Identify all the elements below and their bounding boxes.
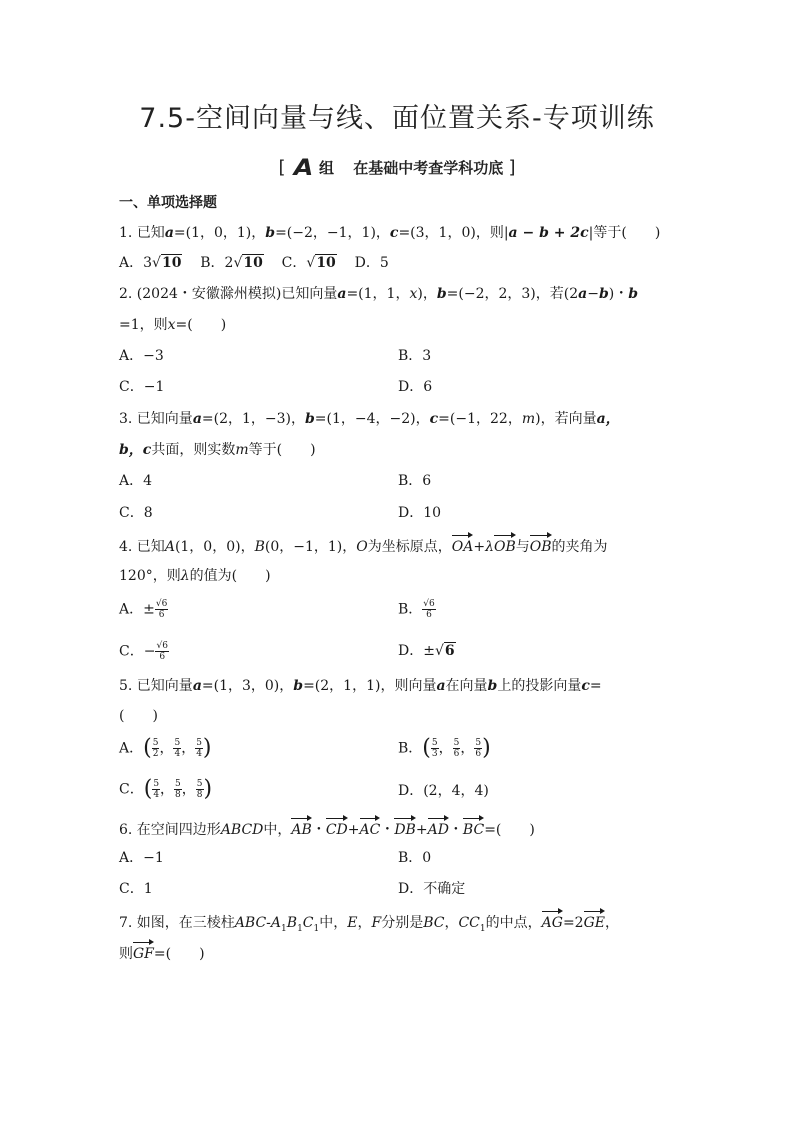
bracket-close: ] [508,157,516,178]
q1-vec-c: c [389,225,399,241]
q1-c-val: =(3，1，0)，则| [398,225,509,241]
q2-option-d[interactable]: D．6 [398,379,433,395]
question-3-line2: b，c共面，则实数m等于( ) [119,442,316,458]
group-text: 在基础中考查学科功底 [353,159,504,177]
q5-option-c[interactable]: C．( $\frac{5}{4}$ ， $\frac{5}{8}$ ， $\frac{5}{8}$ ) [119,776,213,802]
question-4: 4. 已知A(1，0，0)，B(0，−1，1)，O为坐标原点，OA+λOB与OB的夹角为 [119,535,608,557]
q3-option-a[interactable]: A．4 [119,473,153,489]
q1-b-val: =(−2，−1，1)， [275,225,390,241]
q5-option-d[interactable]: D．(2，4，4) [398,783,489,799]
sqrt-icon: √10 [152,255,182,271]
q2-option-a[interactable]: A．−3 [119,348,164,364]
q4-option-c[interactable]: C．− $\frac{√6}{6}$ [119,641,168,662]
page-title: 7.5-空间向量与线、面位置关系-专项训练 [139,103,655,134]
q1-vec-b: b [265,225,276,241]
bracket-open: [ [278,157,286,178]
question-6: 6. 在空间四边形ABCD中，AB・CD+AC・DB+AD・BC=( ) [119,818,535,840]
q6-option-d[interactable]: D．不确定 [398,881,466,897]
sqrt-icon: √10 [233,255,263,271]
q3-option-b[interactable]: B．6 [398,473,432,489]
question-4-line2: 120°，则λ的值为( ) [119,568,271,584]
sqrt-icon: √6 [434,643,455,659]
question-5: 5. 已知向量a=(1，3，0)，b=(2，1，1)，则向量a在向量b上的投影向量c= [119,678,602,694]
sqrt-icon: √10 [306,255,336,271]
question-7: 7. 如图，在三棱柱ABC-$A_1B_1C_1$中，E，F分别是BC，$CC_1$的中点，AG=2GE， [119,911,619,939]
q4-option-d[interactable]: D．±√6 [398,643,455,659]
group-banner [0,156,794,181]
question-5-line2: ( ) [119,708,158,724]
section-heading: 一、单项选择题 [119,195,217,211]
q1-options [119,253,389,273]
q1-number: 1. [119,225,133,241]
q6-option-b[interactable]: B．0 [398,850,432,866]
q4-option-b[interactable]: B． $\frac{√6}{6}$ [398,599,435,620]
q1-option-b[interactable]: B．2 [200,255,234,271]
q1-text: 已知 [136,225,165,241]
q1-option-a[interactable]: A．3 [119,255,153,271]
question-1 [119,223,660,243]
q1-option-c[interactable]: C． [281,255,307,271]
q1-vec-a: a [164,225,174,241]
q3-option-d[interactable]: D．10 [398,505,442,521]
q2-option-b[interactable]: B．3 [398,348,432,364]
question-2-line2: =1，则x=( ) [119,317,227,333]
question-2: 2. (2024・安徽滁州模拟)已知向量a=(1，1，x)，b=(−2，2，3)，若(2a−b)・b [119,286,638,302]
question-3: 3. 已知向量a=(2，1，−3)，b=(1，−4，−2)，c=(−1，22，m)，若向量a， [119,411,620,427]
group-letter: A [293,156,314,181]
q5-option-b[interactable]: B．( $\frac{5}{3}$ ， $\frac{5}{6}$ ， $\frac{5}{6}$ ) [398,735,491,761]
q2-pre: 2. (2024・安徽滁州模拟)已知向量 [119,286,338,302]
q4-option-a[interactable]: A．± $\frac{√6}{6}$ [119,599,168,620]
q1-expr: a − b + 2c [508,225,589,241]
question-7-line2: 则GF=( ) [119,942,205,964]
q5-option-a[interactable]: A．( $\frac{5}{2}$ ， $\frac{5}{4}$ ， $\frac{5}{4}$ ) [119,735,212,761]
q1-a-val: =(1，0，1)， [173,225,266,241]
q1-tail: |等于( ) [588,225,661,241]
q3-option-c[interactable]: C．8 [119,505,153,521]
q2-option-c[interactable]: C．−1 [119,379,165,395]
group-word: 组 [319,159,335,177]
q1-option-d[interactable]: D．5 [354,255,389,271]
q6-option-c[interactable]: C．1 [119,881,153,897]
q6-option-a[interactable]: A．−1 [119,850,164,866]
